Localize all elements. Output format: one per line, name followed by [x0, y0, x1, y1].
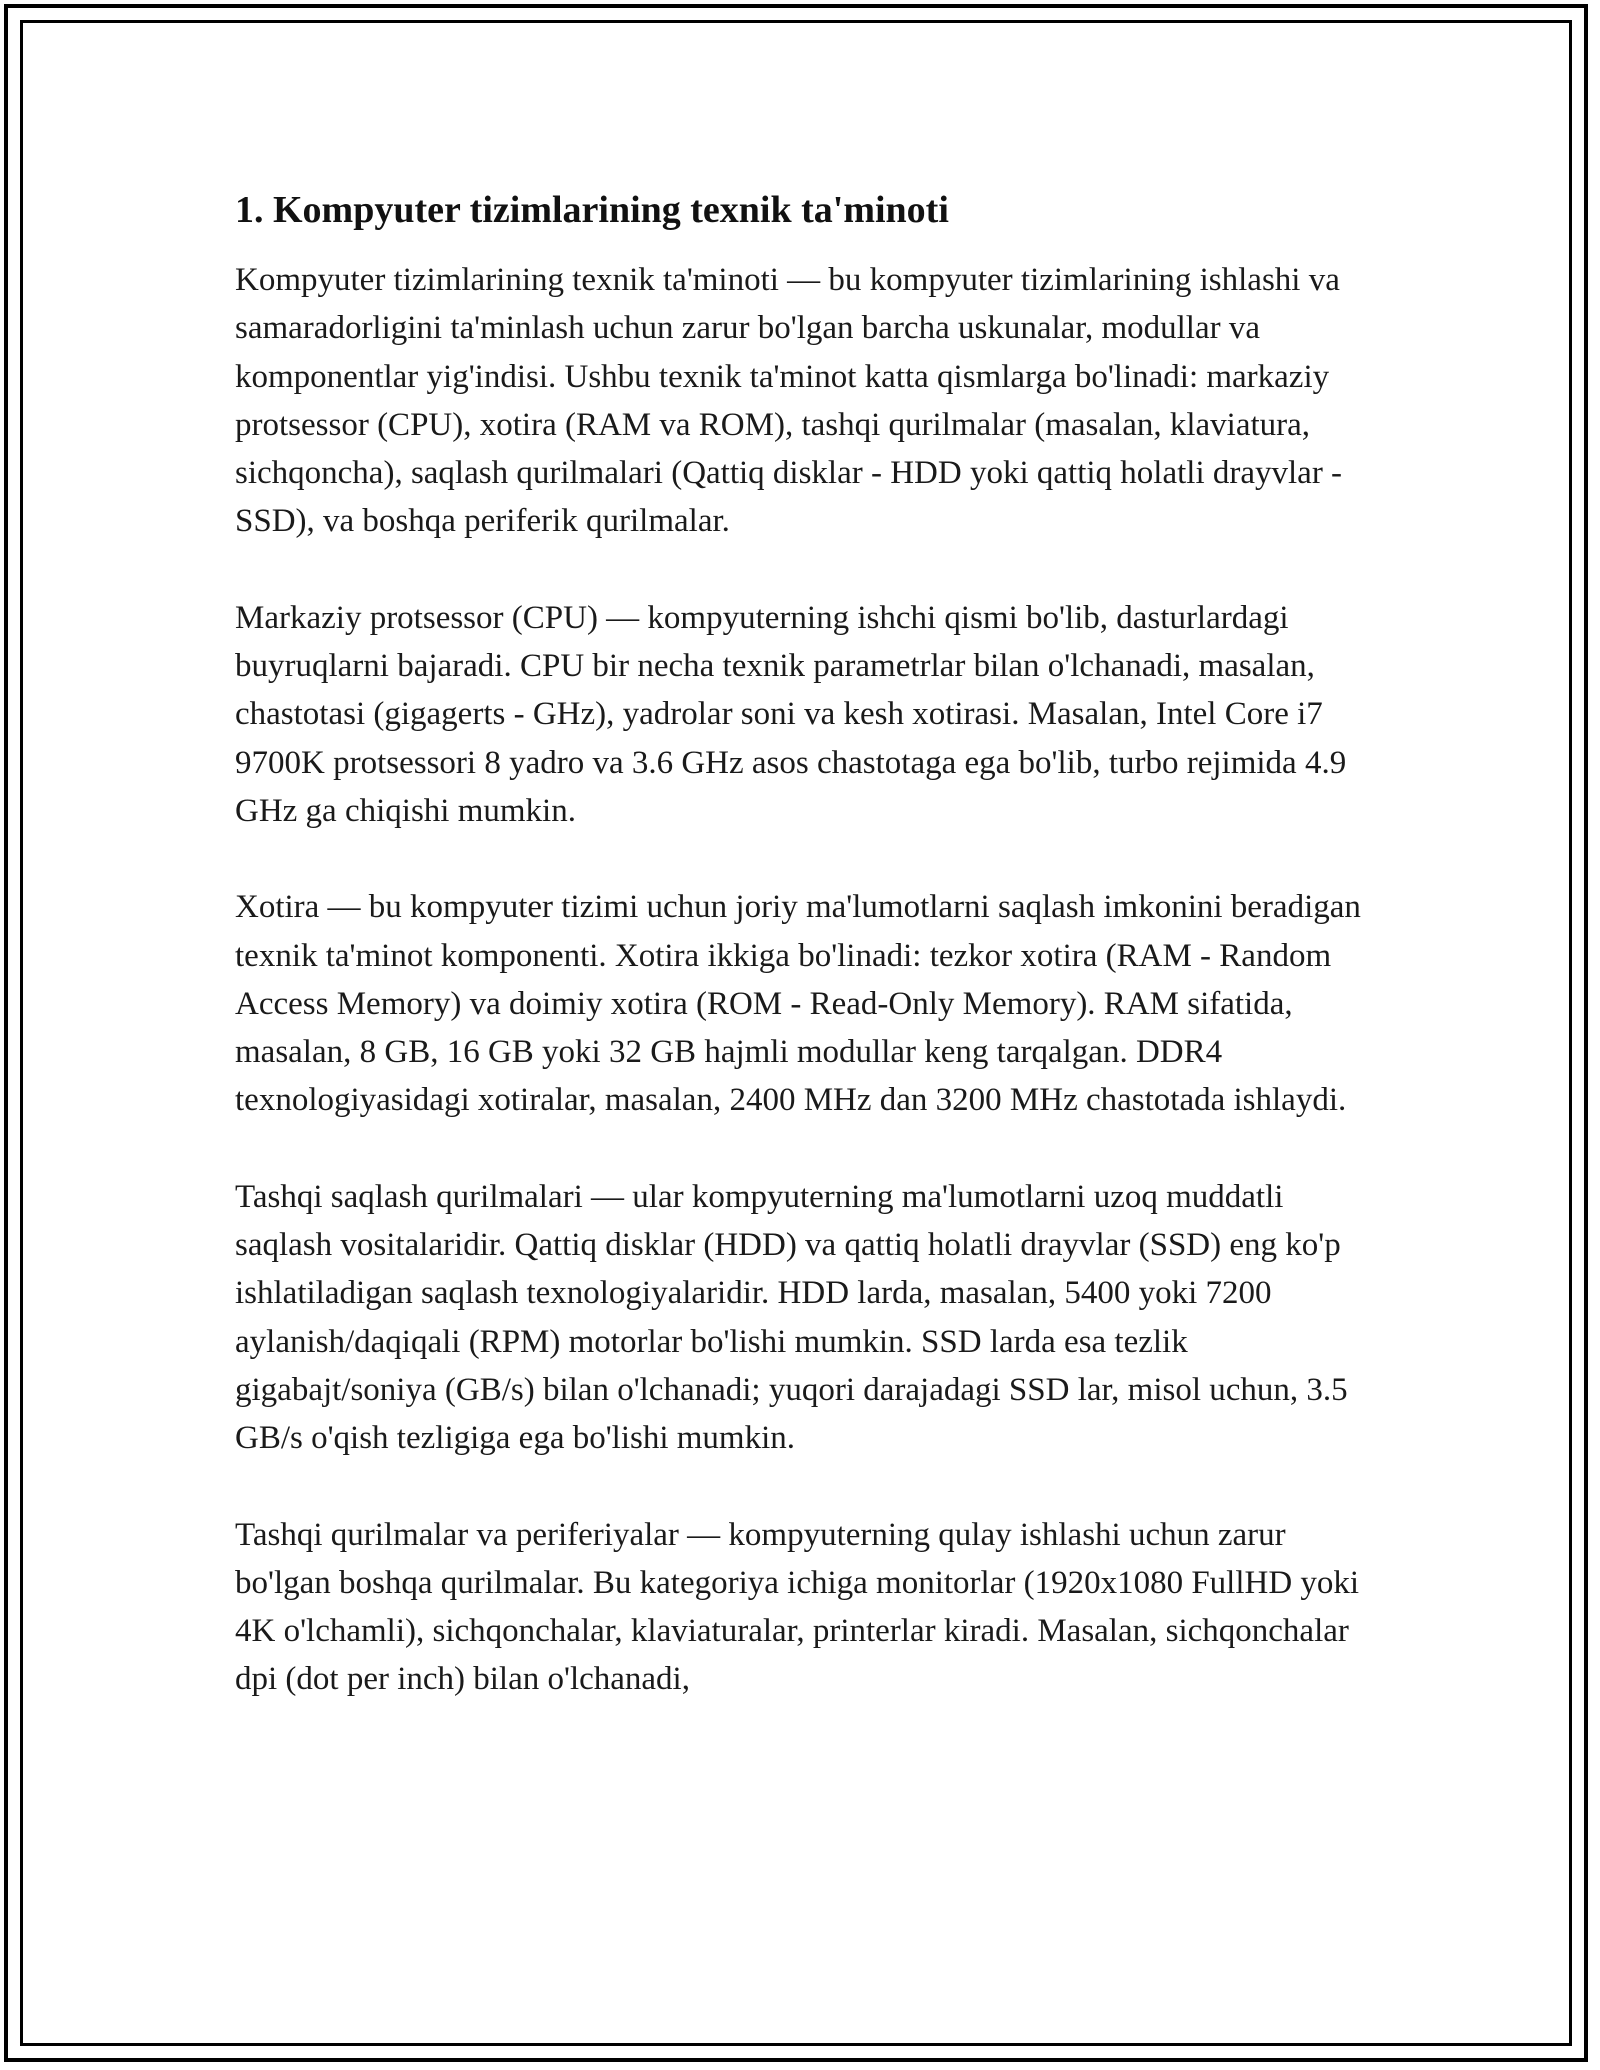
paragraph-cpu: Markaziy protsessor (CPU) — kompyuterning ishchi qismi bo'lib, dasturlardagi buyruqlarni bajaradi. CPU bir necha texnik parametrlar bilan o'lchanadi, masalan, chastotasi (gigagerts - GHz), yadrolar soni va kesh xotirasi. Masalan, Intel Core i7 9700K protsessori 8 yadro va 3.6 GHz asos chastotaga ega bo'lib, turbo rejimida 4.9 GHz ga chiqishi mumkin. [235, 599, 1347, 829]
paragraph-peripherals: Tashqi qurilmalar va periferiyalar — kompyuterning qulay ishlashi uchun zarur bo'lgan boshqa qurilmalar. Bu kategoriya ichiga monitorlar (1920x1080 FullHD yoki 4K o'lchamli), sichqonchalar, klaviaturalar, printerlar kiradi. Masalan, sichqonchalar dpi (dot per inch) bilan o'lchanadi, [235, 1516, 1360, 1698]
section-heading: 1. Kompyuter tizimlarining texnik ta'minoti [235, 189, 949, 231]
document-body [235, 186, 1365, 1752]
paragraph-memory: Xotira — bu kompyuter tizimi uchun joriy ma'lumotlarni saqlash imkonini beradigan texnik ta'minot komponenti. Xotira ikkiga bo'linadi: tezkor xotira (RAM - Random Access Memory) va doimiy xotira (ROM - Read-Only Memory). RAM sifatida, masalan, 8 GB, 16 GB yoki 32 GB hajmli modullar keng tarqalgan. DDR4 texnologiyasidagi xotiralar, masalan, 2400 MHz dan 3200 MHz chastotada ishlaydi. [235, 889, 1361, 1119]
paragraph-storage: Tashqi saqlash qurilmalari — ular kompyuterning ma'lumotlarni uzoq muddatli saqlash vositalaridir. Qattiq disklar (HDD) va qattiq holatli drayvlar (SSD) eng ko'p ishlatiladigan saqlash texnologiyalaridir. HDD larda, masalan, 5400 yoki 7200 aylanish/daqiqali (RPM) motorlar bo'lishi mumkin. SSD larda esa tezlik gigabajt/soniya (GB/s) bilan o'lchanadi; yuqori darajadagi SSD lar, misol uchun, 3.5 GB/s o'qish tezligiga ega bo'lishi mumkin. [235, 1178, 1348, 1457]
paragraph-intro: Kompyuter tizimlarining texnik ta'minoti — bu kompyuter tizimlarining ishlashi va samaradorligini ta'minlash uchun zarur bo'lgan barcha uskunalar, modullar va komponentlar yig'indisi. Ushbu texnik ta'minot katta qismlarga bo'linadi: markaziy protsessor (CPU), xotira (RAM va ROM), tashqi qurilmalar (masalan, klaviatura, sichqoncha), saqlash qurilmalari (Qattiq disklar - HDD yoki qattiq holatli drayvlar - SSD), va boshqa periferik qurilmalar. [235, 262, 1343, 540]
